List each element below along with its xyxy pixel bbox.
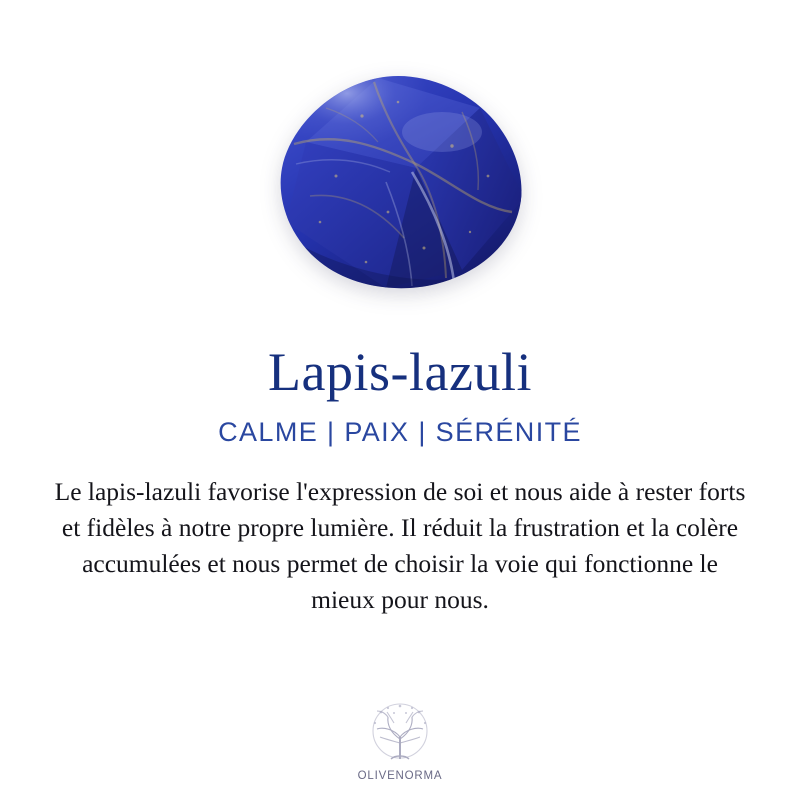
stone-illustration	[266, 72, 534, 294]
brand-logo	[0, 699, 800, 782]
stone-image-area	[0, 0, 800, 330]
keywords-line: CALME | PAIX | SÉRÉNITÉ	[218, 416, 582, 447]
page-title: Lapis-lazuli	[268, 342, 532, 402]
brand-name: OLIVENORMA	[357, 770, 443, 782]
description-text: Le lapis-lazuli favorise l'expression de soi et nous aide à rester forts et fidèles à notre propre lumière. Il réduit la frustration et la colère accumulées et nous permet de choisir la voie qui fonctionne le mieux pour nous.	[54, 476, 746, 615]
lapis-lazuli-stone-image	[266, 72, 534, 294]
tree-of-life-icon	[361, 699, 439, 769]
